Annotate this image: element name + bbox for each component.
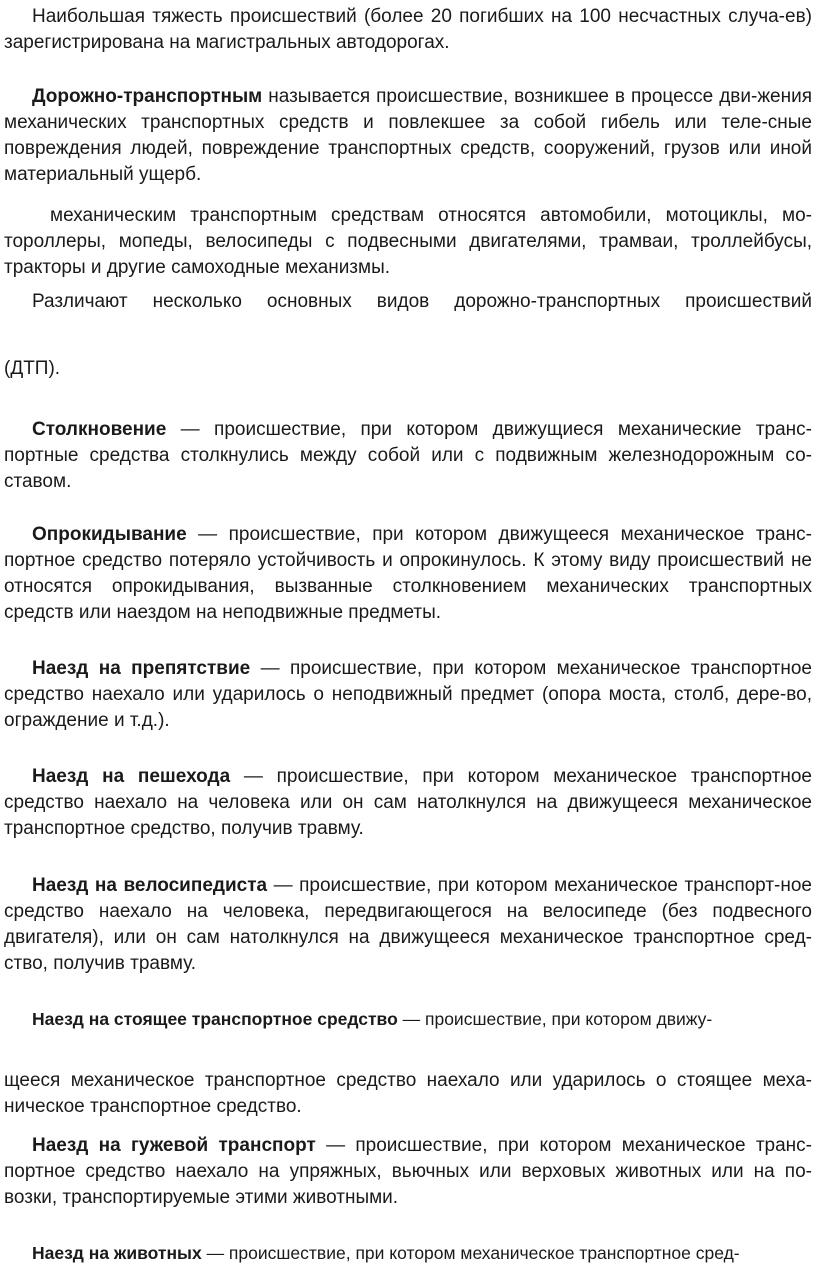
term-label: Наезд на пешехода xyxy=(32,766,231,787)
paragraph-text: (ДТП). xyxy=(4,358,61,379)
paragraph-cyclist xyxy=(4,873,812,977)
paragraph-text: называется происшествие, возникшее в процессе дви-жения механических транспортных средств и повлекшее за собой гибель или теле-сные повреждения людей, повреждение транспортных средств, сооружений, грузов или иной материальный ущерб. xyxy=(4,86,812,185)
paragraph-severity xyxy=(4,4,812,56)
paragraph-types-intro xyxy=(4,289,812,315)
paragraph-obstacle xyxy=(4,656,812,734)
paragraph-text: — происшествие, при котором механическое транспортное сред- xyxy=(201,1243,740,1263)
paragraph-text: — происшествие, при котором механическое транспортное средство наехало или ударилось о неподвижный предмет (опора моста, столб, дере-во, ограждение и т.д.). xyxy=(4,658,812,731)
paragraph-pedestrian xyxy=(4,764,812,842)
term-label: Наезд на препятствие xyxy=(32,658,251,679)
paragraph-horse-transport xyxy=(4,1133,812,1211)
paragraph-text: — происшествие, при котором механическое транспорт-ное средство наехало на человека, передвигающегося на велосипеде (без подвесного двигателя), или он сам натолкнулся на движущееся механическое транспортное сред-ство, получив травму. xyxy=(4,875,812,974)
paragraph-text: Различают несколько основных видов дорожно-транспортных происшествий xyxy=(32,291,812,312)
term-label: Опрокидывание xyxy=(32,524,187,545)
paragraph-text: — происшествие, при котором движущееся механическое транс-портное средство потеряло устойчивость и опрокинулось. К этому виду происшествий не относятся опрокидывания, вызванные столкновением механических транспортных средств или наездом на неподвижные предметы. xyxy=(4,524,812,623)
term-label: Наезд на гужевой транспорт xyxy=(32,1135,316,1156)
term-label: Наезд на велосипедиста xyxy=(32,875,268,896)
paragraph-text: — происшествие, при котором движущиеся механические транс-портные средства столкнулись между собой или с подвижным железнодорожным со-ставом. xyxy=(4,419,812,492)
paragraph-standing-vehicle xyxy=(4,1006,812,1032)
paragraph-definition xyxy=(4,84,812,188)
paragraph-standing-vehicle-cont xyxy=(4,1068,812,1120)
paragraph-text: механическим транспортным средствам относятся автомобили, мотоциклы, мо-тороллеры, мопеды, велосипеды с подвесными двигателями, трамваи, троллейбусы, тракторы и другие самоходные механизмы. xyxy=(4,205,812,278)
paragraph-collision xyxy=(4,417,812,495)
paragraph-text: — происшествие, при котором механическое транспортное средство наехало на человека или он сам натолкнулся на движущееся механическое транспортное средство, получив травму. xyxy=(4,766,812,839)
paragraph-dtp-abbr xyxy=(4,356,812,382)
term-label: Наезд на животных xyxy=(32,1243,202,1263)
paragraph-text: — происшествие, при котором механическое транс-портное средство наехало на упряжных, вьючных или верховых животных или на по-возки, транспортируемые этими животными. xyxy=(4,1135,813,1208)
paragraph-overturn xyxy=(4,522,812,626)
paragraph-vehicles xyxy=(4,203,812,281)
paragraph-animals xyxy=(4,1240,812,1266)
term-label: Дорожно-транспортным xyxy=(32,86,263,107)
paragraph-text: — происшествие, при котором движу- xyxy=(397,1009,713,1029)
term-label: Наезд на стоящее транспортное средство xyxy=(32,1009,398,1029)
term-label: Столкновение xyxy=(32,419,167,440)
paragraph-text: щееся механическое транспортное средство наехало или ударилось о стоящее меха-ническое транспортное средство. xyxy=(4,1070,812,1117)
paragraph-text: Наибольшая тяжесть происшествий (более 20 погибших на 100 несчастных случа-ев) зарегистрирована на магистральных автодорогах. xyxy=(4,6,812,53)
